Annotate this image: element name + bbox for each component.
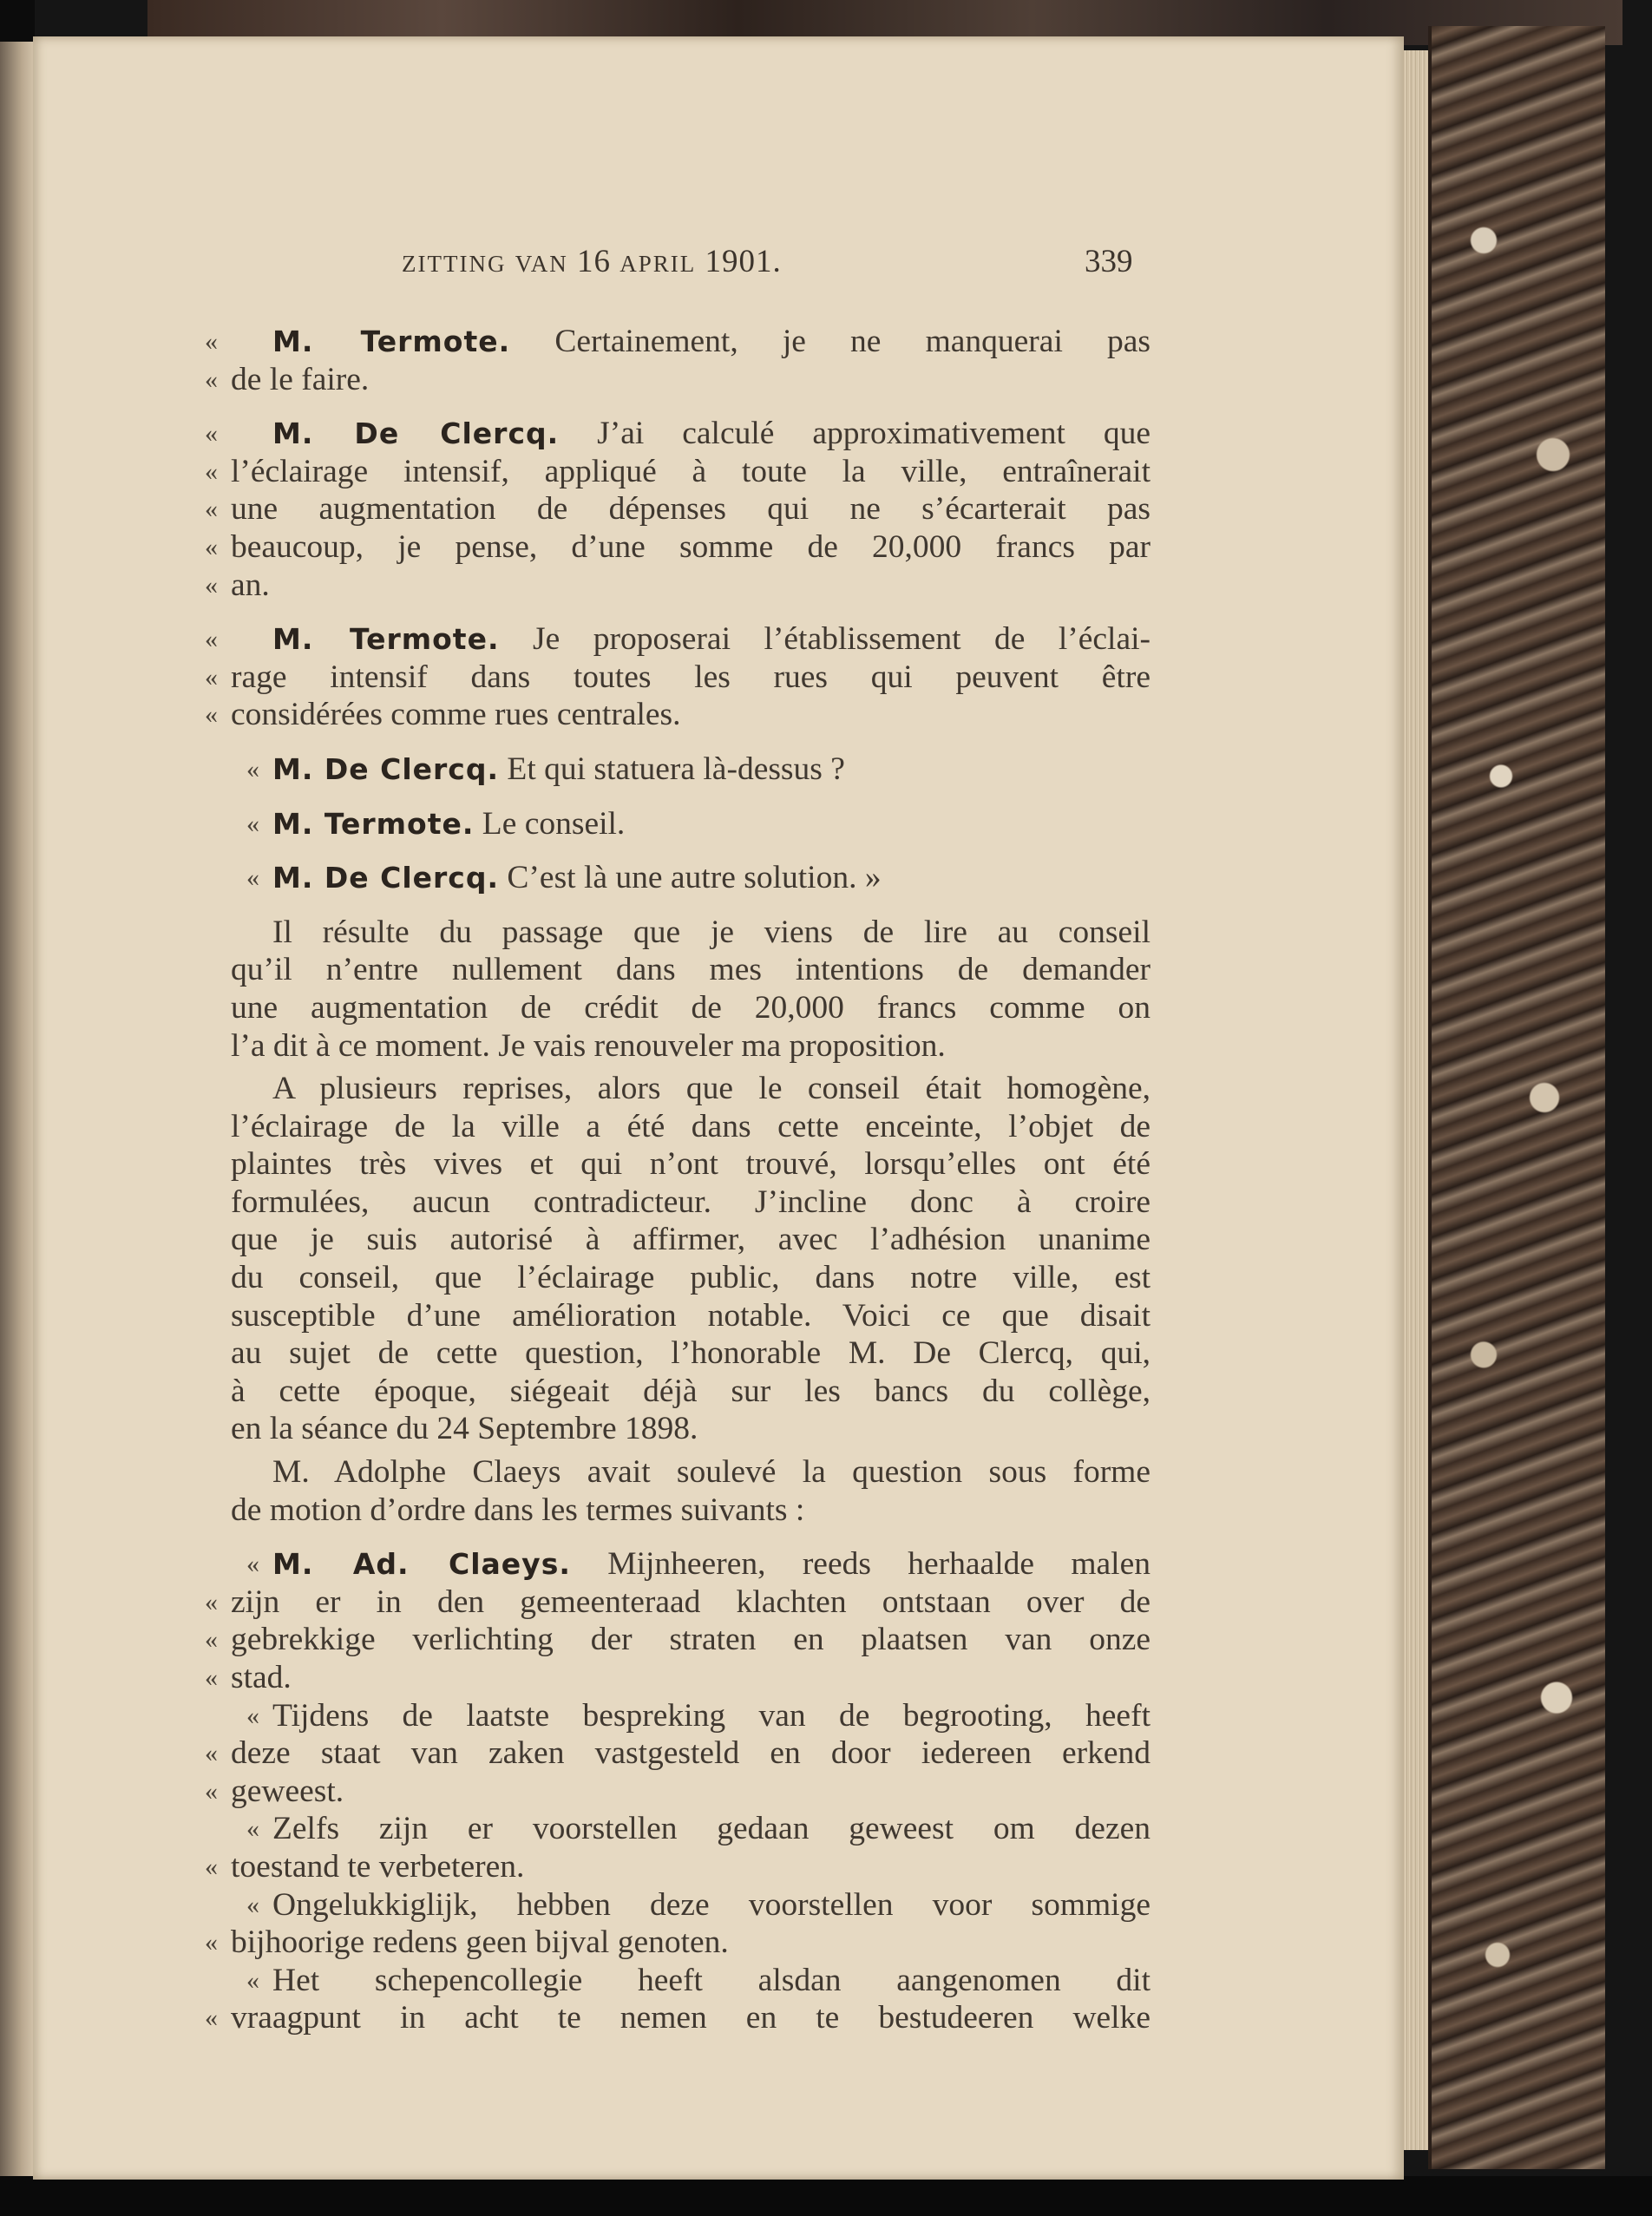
quote-mark: « bbox=[205, 1587, 218, 1616]
text-line: A plusieurs reprises, alors que le conseil était homogène, bbox=[272, 1071, 1150, 1107]
text-line: plaintes très vives et qui n’ont trouvé, lorsqu’elles ont été bbox=[231, 1146, 1150, 1183]
text-line bbox=[205, 361, 1150, 399]
text-line: formulées, aucun contradicteur. J’incline donc à croire bbox=[231, 1183, 1150, 1220]
bottom-border bbox=[0, 2176, 1652, 2216]
paragraph-claeys-intro bbox=[231, 1453, 1150, 1529]
text-line bbox=[205, 453, 1150, 491]
text-line bbox=[205, 1621, 1150, 1659]
line-text: stad. bbox=[231, 1660, 292, 1695]
text-line: à cette époque, siégeait déjà sur les bancs du collège, bbox=[231, 1373, 1150, 1409]
running-title-word: VAN bbox=[515, 251, 568, 277]
text-line bbox=[205, 1583, 1150, 1622]
speaker-name: M. Termote. bbox=[272, 622, 500, 657]
speaker-name: M. De Clercq. bbox=[272, 751, 500, 786]
text-line bbox=[205, 1999, 1150, 2037]
line-text: deze staat van zaken vastgesteld en door iedereen erkend bbox=[231, 1735, 1150, 1772]
text-line: en la séance du 24 Septembre 1898. bbox=[231, 1411, 698, 1447]
line-text: zijn er in den gemeenteraad klachten ontstaan over de bbox=[231, 1583, 1150, 1620]
quote-termote-2 bbox=[205, 620, 1151, 734]
line-text: Mijnheeren, reeds herhaalde malen bbox=[607, 1546, 1150, 1583]
text-line: qu’il n’entre nullement dans mes intentions de demander bbox=[231, 952, 1150, 988]
line-text: J’ai calculé approximativement que bbox=[597, 416, 1151, 452]
quote-mark: « bbox=[205, 1776, 218, 1806]
text-line: de motion d’ordre dans les termes suivants : bbox=[231, 1492, 805, 1528]
line-text: Certainement, je ne manquerai pas bbox=[554, 324, 1150, 359]
text-line bbox=[205, 490, 1150, 528]
text-line bbox=[231, 859, 1150, 897]
text-line bbox=[205, 659, 1150, 697]
line-text: considérées comme rues centrales. bbox=[231, 697, 681, 733]
quote-mark: « bbox=[205, 327, 218, 356]
quote-mark: « bbox=[205, 2003, 218, 2033]
previous-page-edge bbox=[0, 42, 36, 2176]
line-text: de le faire. bbox=[231, 361, 370, 397]
page-header bbox=[33, 36, 1404, 314]
running-title-word: ZITTING bbox=[402, 251, 507, 277]
text-line bbox=[205, 567, 1150, 605]
quote-declercq-2 bbox=[231, 751, 1150, 789]
quote-mark: « bbox=[205, 1663, 218, 1692]
quote-termote-3 bbox=[231, 805, 1150, 843]
quote-claeys bbox=[205, 1545, 1150, 2037]
text-line bbox=[205, 696, 1150, 734]
quote-mark: « bbox=[205, 1852, 218, 1881]
line-text: une augmentation de dépenses qui ne s’écarterait pas bbox=[231, 491, 1150, 528]
text-line: l’éclairage de la ville a été dans cette enceinte, l’objet de bbox=[231, 1108, 1150, 1144]
quote-mark: « bbox=[246, 1701, 259, 1730]
line-text: Tijdens de laatste bespreking van de begrooting, heeft bbox=[272, 1697, 1150, 1734]
text-line bbox=[231, 805, 1150, 843]
text-line bbox=[205, 1734, 1150, 1773]
text-line bbox=[231, 751, 1150, 789]
book-page bbox=[33, 36, 1404, 2180]
quote-mark: « bbox=[205, 532, 218, 561]
quote-mark: « bbox=[205, 364, 218, 394]
running-title bbox=[402, 243, 782, 280]
quote-mark: « bbox=[246, 1550, 259, 1579]
speaker-name: M. Ad. Claeys. bbox=[272, 1547, 571, 1582]
line-text: geweest. bbox=[231, 1773, 344, 1809]
text-line: Il résulte du passage que je viens de lire au conseil bbox=[272, 914, 1150, 950]
line-text: toestand te verbeteren. bbox=[231, 1848, 525, 1885]
line-text: Ongelukkiglijk, hebben deze voorstellen voor sommige bbox=[272, 1886, 1150, 1923]
quote-mark: « bbox=[246, 1965, 259, 1995]
quote-mark: « bbox=[205, 570, 218, 600]
quote-mark: « bbox=[246, 863, 259, 893]
quote-mark: « bbox=[205, 456, 218, 486]
line-text: rage intensif dans toutes les rues qui peuvent être bbox=[231, 659, 1150, 695]
speaker-name: M. De Clercq. bbox=[272, 416, 560, 451]
quote-declercq-1 bbox=[205, 415, 1151, 604]
text-line bbox=[205, 1924, 1150, 1962]
text-line bbox=[231, 1697, 1150, 1735]
text-line bbox=[231, 1545, 1150, 1583]
text-line bbox=[205, 528, 1150, 567]
text-line: une augmentation de crédit de 20,000 francs comme on bbox=[231, 989, 1150, 1026]
line-text: C’est là une autre solution. bbox=[507, 860, 857, 896]
speaker-name: M. Termote. bbox=[272, 325, 511, 358]
paragraph-resulte bbox=[231, 914, 1150, 1065]
line-text: Et qui statuera là-dessus ? bbox=[507, 751, 845, 787]
text-line bbox=[205, 1773, 1150, 1811]
quote-mark: « bbox=[246, 1890, 259, 1919]
text-line bbox=[205, 620, 1151, 659]
text-line bbox=[231, 1886, 1150, 1924]
quote-mark: « bbox=[205, 419, 218, 449]
quote-termote-1 bbox=[205, 323, 1150, 398]
line-text: an. bbox=[231, 567, 270, 603]
page-body bbox=[205, 323, 1151, 2037]
text-line bbox=[231, 1810, 1150, 1848]
running-title-month: APRIL bbox=[620, 251, 697, 277]
quote-mark: « bbox=[205, 625, 218, 654]
quote-mark: « bbox=[205, 1739, 218, 1768]
text-line bbox=[205, 1659, 1150, 1697]
quote-mark: « bbox=[246, 754, 259, 783]
quote-mark: « bbox=[246, 809, 259, 838]
text-line: susceptible d’une amélioration notable. Voici ce que disait bbox=[231, 1297, 1150, 1334]
quote-mark: « bbox=[205, 1625, 218, 1655]
quote-mark: « bbox=[205, 662, 218, 692]
line-text: bijhoorige redens geen bijval genoten. bbox=[231, 1924, 729, 1961]
page-fore-edge bbox=[1404, 50, 1430, 2150]
speaker-name: M. Termote. bbox=[272, 806, 475, 841]
quote-declercq-3 bbox=[231, 859, 1150, 897]
line-text: beaucoup, je pense, d’une somme de 20,000 francs par bbox=[231, 528, 1150, 565]
speaker-name: M. De Clercq. bbox=[272, 861, 500, 895]
page-number: 339 bbox=[1085, 244, 1133, 279]
text-line: M. Adolphe Claeys avait soulevé la question sous forme bbox=[272, 1454, 1150, 1491]
text-line bbox=[205, 415, 1151, 453]
text-line: que je suis autorisé à affirmer, avec l’adhésion unanime bbox=[231, 1222, 1150, 1258]
text-line bbox=[205, 1848, 1150, 1886]
line-text: Je proposerai l’établissement de l’éclai- bbox=[533, 621, 1151, 658]
text-line bbox=[231, 1962, 1150, 2000]
line-text: l’éclairage intensif, appliqué à toute la ville, entraînerait bbox=[231, 453, 1150, 489]
quote-mark: « bbox=[246, 1814, 259, 1844]
running-title-day: 16 bbox=[576, 244, 611, 279]
text-line: l’a dit à ce moment. Je vais renouveler ma proposition. bbox=[231, 1027, 946, 1064]
running-title-year: 1901. bbox=[705, 244, 782, 279]
quote-mark: « bbox=[205, 700, 218, 730]
line-text: Le conseil. bbox=[482, 805, 626, 842]
marbled-book-cover bbox=[1428, 26, 1605, 2169]
text-line: du conseil, que l’éclairage public, dans notre ville, est bbox=[231, 1260, 1150, 1296]
text-line bbox=[205, 323, 1150, 361]
closing-quote-mark: » bbox=[864, 860, 882, 896]
line-text: vraagpunt in acht te nemen en te bestudeeren welke bbox=[231, 2000, 1150, 2036]
line-text: Het schepencollegie heeft alsdan aangenomen dit bbox=[272, 1962, 1150, 1998]
paragraph-plusieurs bbox=[231, 1070, 1150, 1448]
text-line: au sujet de cette question, l’honorable M. De Clercq, qui, bbox=[231, 1335, 1150, 1372]
quote-mark: « bbox=[205, 495, 218, 524]
quote-mark: « bbox=[205, 1928, 218, 1957]
line-text: Zelfs zijn er voorstellen gedaan geweest om dezen bbox=[272, 1811, 1150, 1847]
line-text: gebrekkige verlichting der straten en plaatsen van onze bbox=[231, 1622, 1150, 1658]
